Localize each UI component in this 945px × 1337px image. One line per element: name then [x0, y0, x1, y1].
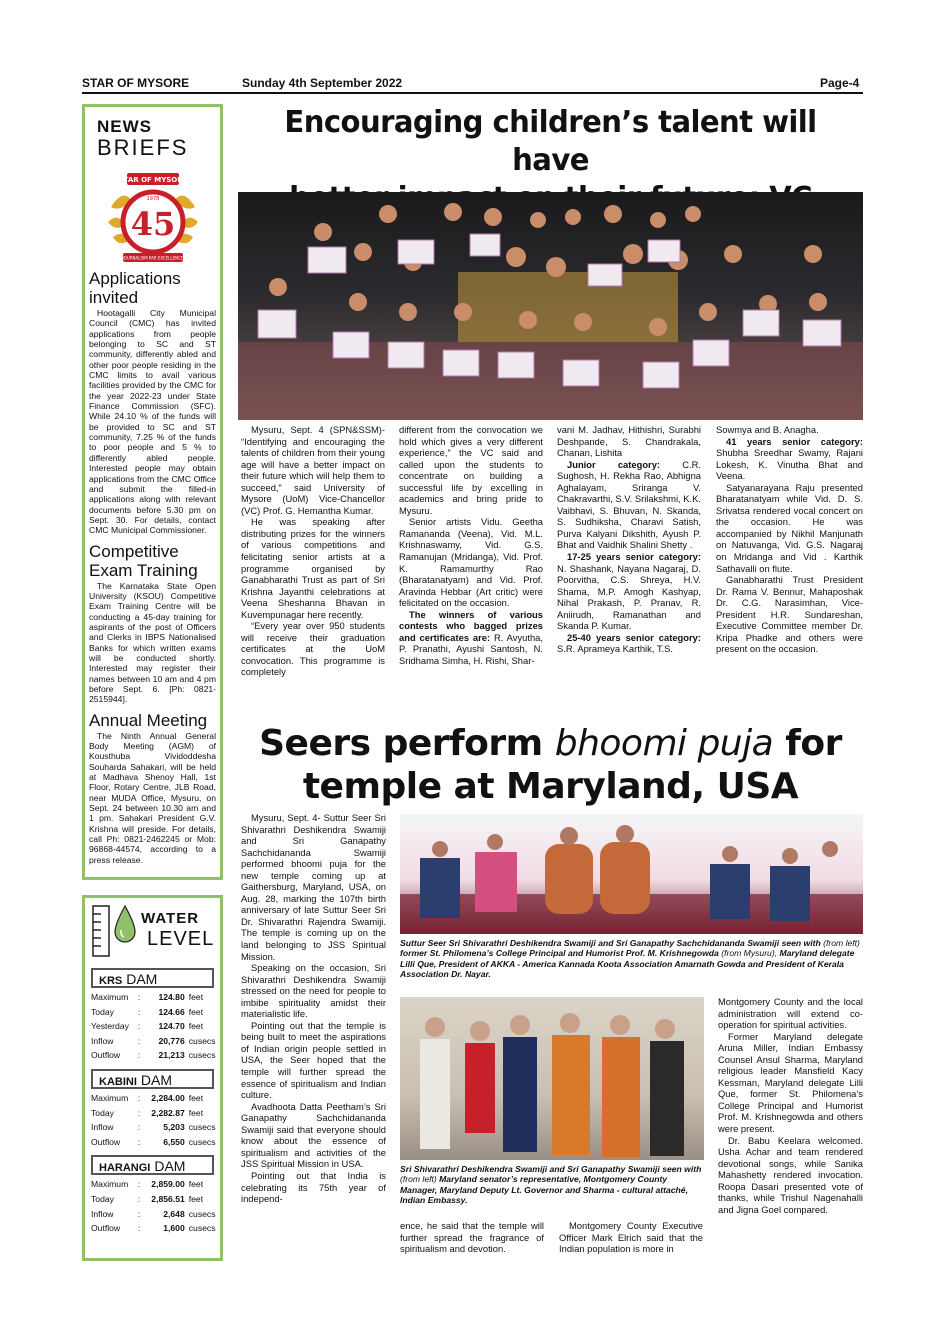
brief-body: The Karnataka State Open University (KSOU) Competitive Exam Training Centre will be conducting a 45-day training for aspirants of the post of Officers and Clerks in IBPS Nationalised Banks for which written exams will be conducted shortly. Interested may register their names between 10 am and 4 pm before Sept. 6. [Ph: 0821-2515944].: [89, 580, 216, 705]
masthead-title: STAR OF MYSORE: [82, 76, 190, 90]
water-title: WATER: [141, 910, 200, 927]
dam-header: HARANGI DAM: [91, 1155, 214, 1175]
emblem-number: 45: [130, 205, 175, 243]
water-level-box: [82, 895, 223, 1261]
header-rule: [82, 92, 863, 94]
article2-column-1: Mysuru, Sept. 4- Suttur Seer Sri Shivarathri Deshikendra Swamiji and Sri Ganapathy Sachchidananda Swamiji performed bhoomi puja for the new temple coming up at Gaithersburg, Maryland, USA, on Aug. 28, marking the 107th birth anniversary of late Suttur Seer Sri Dr. Shivarathri Rajendra Swamiji. The temple is coming up on the land belonging to JSS Spiritual Mission. Speaking on the occasion, Sri Shivarathri Deshikendra Swamiji stressed on the need for people to imbibe spirituality amidst their materialistic life. Pointing out that the temple is being built to meet the aspirations of Indian origin people settled in USA, the Seer hoped that the temple will further spread the essence of spiritualism and Indian culture. Avadhoota Datta Peetham’s Sri Ganapathy Sachchidananda Swamiji said that everyone should know about the essence of spiritualism and activities of the JSS Spiritual Mission in USA. Pointing out that India is celebrating its 75th year of independ-: [241, 812, 386, 1205]
dam-row: Outflow : 21,213 cusecs: [91, 1050, 216, 1061]
dam-row: Outflow : 6,550 cusecs: [91, 1136, 216, 1147]
article1-column-2: different from the convocation we hold which gives a very different experience,” the VC said and called upon the students to concentrate on building a successful life by excelling in academics and bring pride to Mysuru. Senior artists Vidu. Geetha Ramananda (Veena), Vid. M.L. Krishnaswamy, Vid. G.S. Ramanujan (Mridanga), Vid. Prof. K. Ramamurthy Rao (Bharatanatyam) and Vid. Prof. Aravinda Hebbar (Art critic) were felicitated on the occasion. The winners of various contests who bagged prizes and certificates are: R. Avyutha, P. Pranathi, Ayushi Santosh, N. Sridhama Simha, H. Rishi, Shar-: [399, 424, 543, 666]
dam-row: Maximum : 124.80 feet: [91, 992, 204, 1002]
article1-column-4: Sowmya and B. Anagha. 41 years senior category: Shubha Sreedhar Swamy, Rajani Lokesh, K. Vinutha Bhat and Veena. Satyanarayana Raju presented Bharatanatyam while Vid. D. S. Srivatsa rendered vocal concert on the occasion. He was accompanied by Nikhil Manjunath on Natuvanga, Vid. G.S. Nagaraj on Mridanga and Vid . Karthik Sathavalli on flute. Ganabharathi Trust President Dr. Rama V. Bennur, Mahaposhak Dr. C.G. Narasimhan, Vice-President H.R. Sundareshan, Executive Committee member Dr. Kripa Phadke and others were present on the occasion.: [716, 424, 863, 655]
brief-body: The Ninth Annual General Body Meeting (AGM) of Kousthuba Vividoddesha Souharda Sahakari, will be held at Madhava Shenoy Hall, 1st Floor, Rotary Centre, JLB Road, near MUDA Office, Mysuru, on Sept. 24 between 10.30 am and 1 pm. Sahakari President G.V. Krishna will preside. For details, call Ph: 0821-2462245 or Mob: 96868-44574, according to a press release.: [89, 730, 216, 865]
brief-heading: Applications invited: [89, 269, 181, 307]
dam-row: Maximum : 2,284.00 feet: [91, 1092, 204, 1103]
dam-row: Inflow : 5,203 cusecs: [91, 1122, 216, 1133]
briefs-label: BRIEFS: [97, 135, 189, 160]
dam-row: Outflow : 1,600 cusecs: [91, 1223, 216, 1234]
article1-headline: Encouraging children’s talent will have: [284, 105, 817, 178]
emblem-top-text: STAR OF MYSORE: [118, 176, 187, 184]
stage-photo-caption: Suttur Seer Sri Shivarathri Deshikendra Swamiji and Sri Ganapathy Sachchidananda Swamiji seen with (from left) former St. Philomena’s College Principal and Humorist Prof. M. Krishnegowda (from Mysuru), Maryland delegate Lilli Que, President of AKKA - America Kannada Koota Association Amarnath Gowda and President of Kerala Association Dr. Nayar.: [400, 938, 860, 980]
issue-date: Sunday 4th September 2022: [242, 76, 403, 90]
dam-row: Yesterday : 124.70 feet: [91, 1021, 204, 1032]
article1-column-3: vani M. Jadhav, Hithishri, Surabhi Deshpande, S. Chandrakala, Chanan, Lishita Junior category: C.R. Sughosh, H. Rekha Rao, Abhigna Aghalayam, Sriranga V. Chakravarthi, S.V. Srilakshmi, K.K. Vaibhavi, S. Bhuvan, N. Skanda, S. Sudhiksha, Charavi Satish, Purva Kalyani Dikshith, Ayush P. Bhat and Vaidhik Shalini Shetty . 17-25 years senior category: N. Shashank, Nayana Nagaraj, D. Poorvitha, C.S. Shreya, H.V. Shama, M.P. Amogh Kashyap, Nihal Prakash, P. Pranav, R. Aniirudh, Ramanathan and Skanda P. Kumar. 25-40 years senior category: S.R. Aprameya Karthik, T.S.: [557, 424, 701, 655]
dam-header: KRS DAM: [91, 968, 214, 988]
water-tank-icon: [91, 902, 139, 958]
dam-row: Today : 2,282.87 feet: [91, 1107, 204, 1118]
dam-row: Today : 124.66 feet: [91, 1006, 204, 1017]
dam-row: Inflow : 20,776 cusecs: [91, 1035, 216, 1046]
article2-column-2: ence, he said that the temple will further spread the fragrance of spiritualism and devotion.: [400, 1220, 544, 1255]
emblem-bottom-text: JOURNALISM PAR EXCELLENCE: [122, 255, 183, 261]
group-photo-image: [238, 192, 863, 420]
brief-heading: Annual Meeting: [89, 710, 208, 730]
dignitaries-photo-image: [400, 997, 704, 1160]
brief-body: Hootagalli City Municipal Council (CMC) has invited applications from people belonging to SC and ST community, differently abled and other poor people residing in the CMC limits to avail various facilities provided by the CMC for the year 2022-23 under State Finance Commission (SFC). While 24.10 % of the funds will be provided to SC and ST community, 7.25 % of the funds to poor people and 5 % to differently abled people. Interested people may obtain applications from the CMC Office and submit the filled-in applications along with relevant documents before 5.30 pm on Sept. 30. For details, contact CMC Municipal Commissioner.: [89, 308, 216, 536]
article2-headline: Seers perform bhoomi puja for temple at Maryland, USA: [259, 723, 842, 807]
dignitaries-photo-caption: Sri Shivarathri Deshikendra Swamiji and Sri Ganapathy Swamiji seen with (from left) Maryland senator’s representative, Montgomery County Manager, Maryland Deputy Lt. Governor and Sharma - cultural attaché, Indian Embassy.: [400, 1164, 702, 1206]
stage-photo-image: [400, 814, 863, 934]
dam-row: Maximum : 2,859.00 feet: [91, 1179, 204, 1190]
brief-heading: Competitive Exam Training: [89, 541, 198, 580]
page-number: Page-4: [820, 76, 860, 90]
anniversary-emblem-icon: [103, 167, 203, 267]
article2-column-3: Montgomery County Executive Officer Mark Elrich said that the Indian population is more in: [559, 1220, 703, 1255]
dam-header: KABINI DAM: [91, 1069, 214, 1089]
dignitaries-photo: [400, 997, 704, 1160]
dam-row: Inflow : 2,648 cusecs: [91, 1208, 216, 1219]
level-title: LEVEL: [147, 928, 215, 950]
dam-row: Today : 2,856.51 feet: [91, 1193, 204, 1204]
news-label: NEWS: [97, 117, 152, 136]
news-briefs-box: [82, 104, 223, 880]
children-prize-photo: [238, 192, 863, 420]
emblem-year: 1978: [146, 196, 159, 202]
article1-column-1: Mysuru, Sept. 4 (SPN&SSM)- “Identifying and encouraging the talents of children from their young age will have a better impact on their future which will help them to succeed,” said University of Mysore (UoM) Vice-Chancellor (VC) Prof. G. Hemantha Kumar. He was speaking after distributing prizes for the winners of various competitions and felicitating senior artists at a programme organised by Ganabharathi Trust as part of Sri Krishna Jayanthi celebrations at Veena Sheshanna Bhavan in Kuvempunagar here recently. “Every year over 950 students will receive their graduation certificates at the UoM convocation. This programme is completely: [241, 424, 385, 678]
article2-column-4: Montgomery County and the local administration will extend co-operation for spiritual activities. Former Maryland delegate Aruna Miller, Indian Embassy Counsel Ansul Sharma, Maryland religious leader Mansfield Kacy Kessman, Maryland delegate Lilli Que, former St. Philomena’s College Principal and Humorist Prof. M. Krishnegowda and others were present. Dr. Babu Keelara welcomed. Usha Achar and team rendered devotional songs, while Sanika Mahashetty rendered invocation. Roopa Dasari presented vote of thanks, while Trishul Nagenahalli and Jigna Goel compared.: [718, 996, 863, 1215]
seers-stage-photo: [400, 814, 863, 934]
